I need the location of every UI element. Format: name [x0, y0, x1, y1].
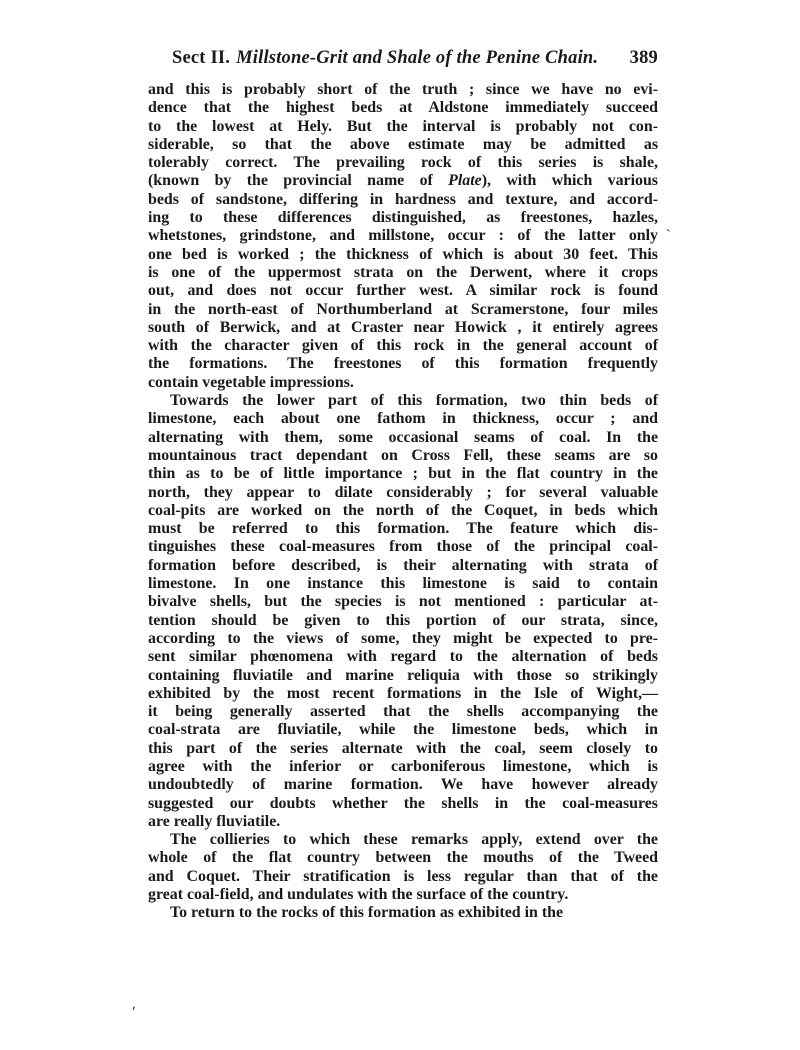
text-line: tention should be given to this portion of our strata, since,: [148, 611, 658, 629]
text-line: whole of the flat country between the mouths of the Tweed: [148, 849, 658, 867]
text-line: alternating with them, some occasional seams of coal. In the: [148, 428, 658, 446]
text-line: limestone. In one instance this limestone is said to contain: [148, 575, 658, 593]
text-line: with the character given of this rock in the general account of: [148, 337, 658, 355]
running-title: Millstone-Grit and Shale of the Penine Chain.: [236, 48, 599, 68]
text-line: To return to the rocks of this formation as exhibited in the: [170, 904, 564, 922]
text-line: and Coquet. Their stratification is less regular than that of the: [148, 867, 658, 885]
page: [148, 48, 658, 923]
text-line: tolerably correct. The prevailing rock of this series is shale,: [148, 154, 658, 172]
text-line: dence that the highest beds at Aldstone immediately succeed: [148, 99, 658, 117]
section-label: Sect II.: [172, 48, 231, 68]
text-line: great coal-field, and undulates with the surface of the country.: [148, 886, 569, 904]
margin-mark: ˋ: [666, 228, 671, 243]
margin-mark: ʹ: [132, 1005, 136, 1020]
text-line: Towards the lower part of this formation, two thin beds of: [170, 392, 658, 410]
text-line: siderable, so that the above estimate may be admitted as: [148, 135, 658, 153]
text-line: one bed is worked ; the thickness of which is about 30 feet. This: [148, 245, 658, 263]
text-line: sent similar phœnomena with regard to the alternation of beds: [148, 648, 658, 666]
text-line: bivalve shells, but the species is not mentioned : particular at-: [148, 593, 658, 611]
text-line: to the lowest at Hely. But the interval is probably not con-: [148, 117, 658, 135]
paragraph: [148, 392, 658, 831]
text-line: ing to these differences distinguished, as freestones, hazles,: [148, 209, 658, 227]
page-number: 389: [629, 48, 658, 68]
paragraph: [148, 81, 658, 392]
text-line: thin as to be of little importance ; but in the flat country in the: [148, 465, 658, 483]
text-line: mountainous tract dependant on Cross Fell, these seams are so: [148, 446, 658, 464]
text-line: containing fluviatile and marine reliquia with those so strikingly: [148, 666, 658, 684]
text-line: beds of sandstone, differing in hardness and texture, and accord-: [148, 190, 658, 208]
body-text: [148, 81, 658, 923]
text-line: agree with the inferior or carboniferous limestone, which is: [148, 757, 658, 775]
text-line: whetstones, grindstone, and millstone, occur : of the latter only: [148, 227, 658, 245]
text-line: coal-pits are worked on the north of the Coquet, in beds which: [148, 501, 658, 519]
running-head: [172, 48, 658, 69]
text-line: it being generally asserted that the shells accompanying the: [148, 703, 658, 721]
text-line: exhibited by the most recent formations in the Isle of Wight,—: [148, 684, 658, 702]
text-line: out, and does not occur further west. A similar rock is found: [148, 282, 658, 300]
text-line: The collieries to which these remarks apply, extend over the: [170, 831, 658, 849]
text-line: suggested our doubts whether the shells in the coal-measures: [148, 794, 658, 812]
paragraph: [148, 904, 658, 922]
text-line: undoubtedly of marine formation. We have however already: [148, 776, 658, 794]
text-line: is one of the uppermost strata on the Derwent, where it crops: [148, 263, 658, 281]
text-line: formation before described, is their alternating with strata of: [148, 556, 658, 574]
text-line: north, they appear to dilate considerably ; for several valuable: [148, 483, 658, 501]
text-line: contain vegetable impressions.: [148, 373, 354, 391]
text-line: are really fluviatile.: [148, 812, 281, 830]
text-line: according to the views of some, they might be expected to pre-: [148, 629, 658, 647]
text-line: and this is probably short of the truth ; since we have no evi-: [148, 81, 658, 98]
text-line: in the north-east of Northumberland at Scramerstone, four miles: [148, 300, 658, 318]
text-line: (known by the provincial name of Plate), with which various: [148, 172, 658, 190]
text-line: south of Berwick, and at Craster near Howick , it entirely agrees: [148, 318, 658, 336]
text-line: this part of the series alternate with the coal, seem closely to: [148, 739, 658, 757]
text-line: tinguishes these coal-measures from those of the principal coal-: [148, 538, 658, 556]
paragraph: [148, 831, 658, 904]
text-line: coal-strata are fluviatile, while the limestone beds, which in: [148, 721, 658, 739]
text-line: limestone, each about one fathom in thickness, occur ; and: [148, 410, 658, 428]
text-line: must be referred to this formation. The feature which dis-: [148, 520, 658, 538]
text-line: the formations. The freestones of this formation frequently: [148, 355, 658, 373]
